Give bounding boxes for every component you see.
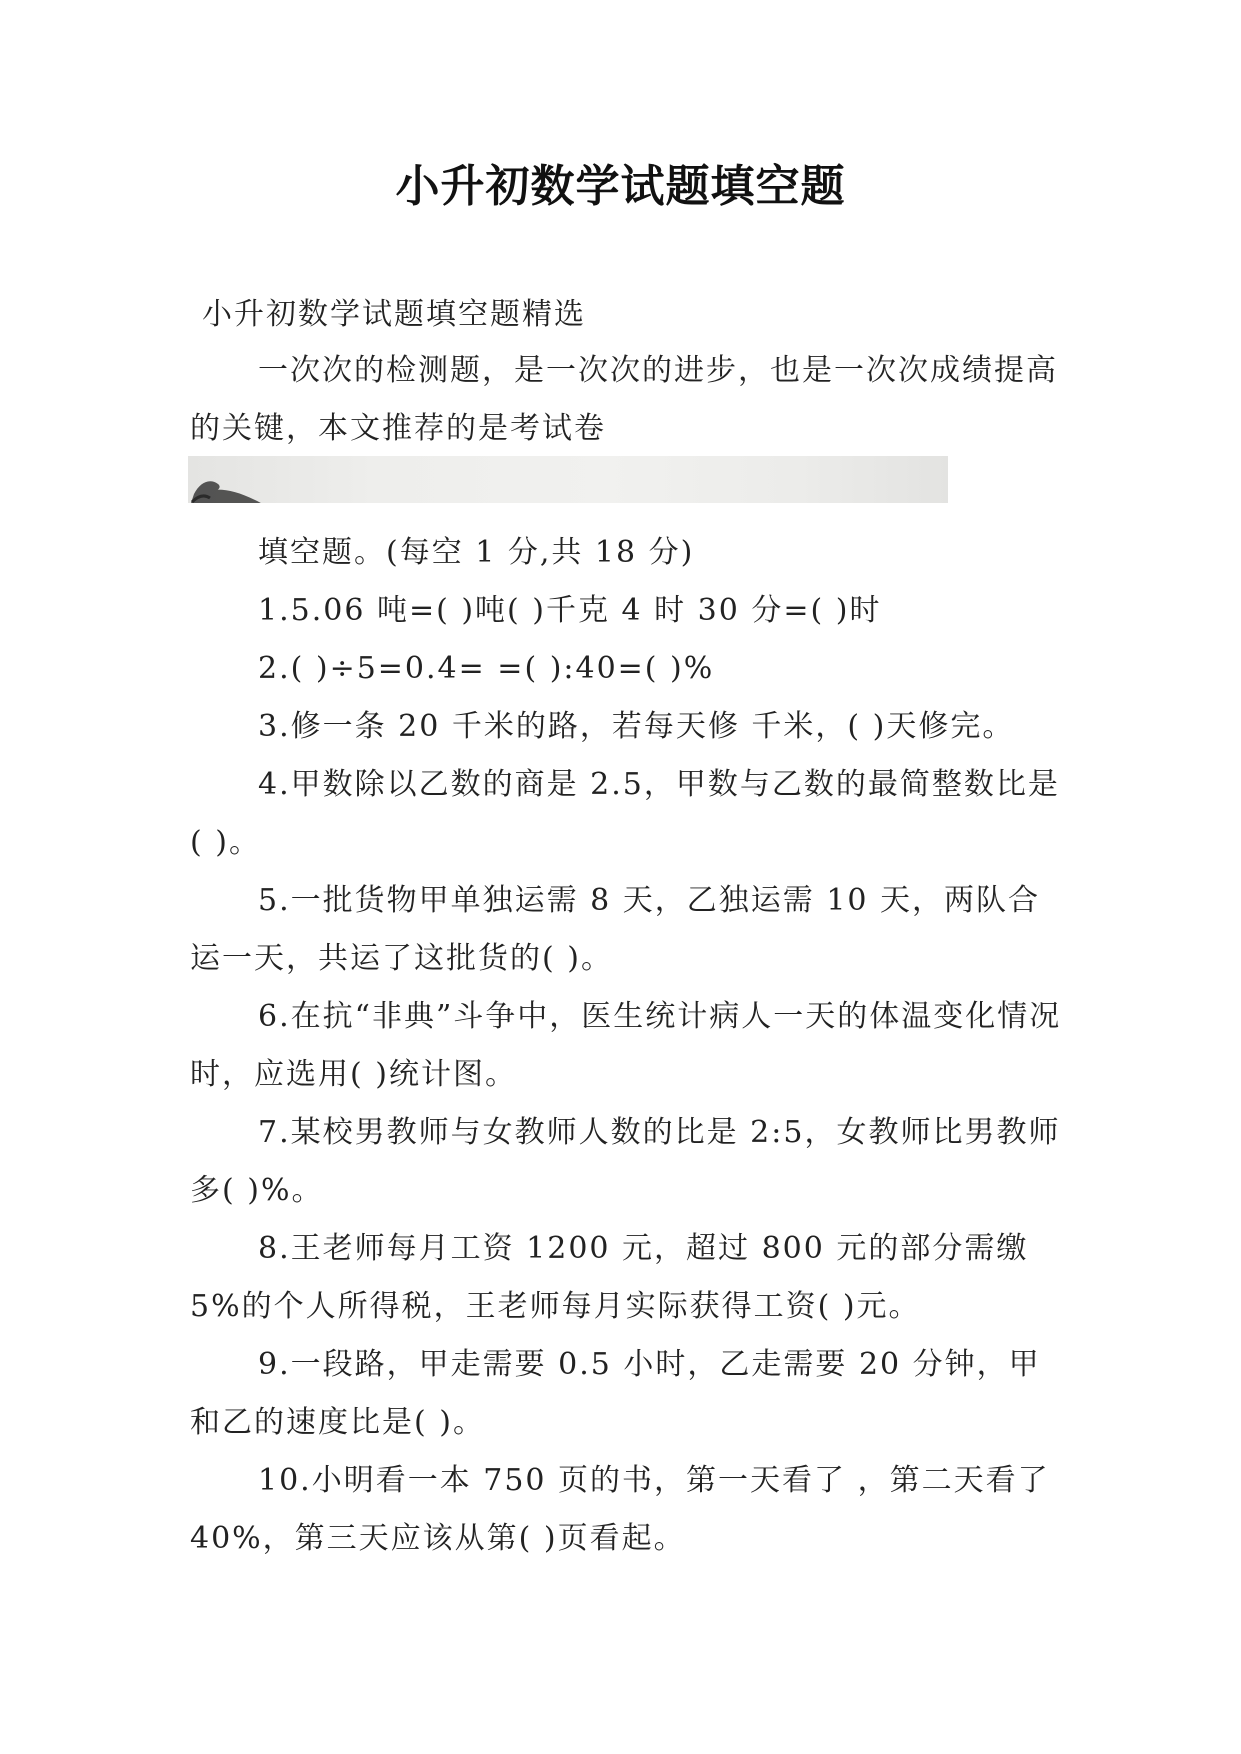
question-10: 10.小明看一本 750 页的书，第一天看了 ，第二天看了40%，第三天应该从第( )页看起。 (190, 1463, 1050, 1556)
question-6: 6.在抗“非典”斗争中，医生统计病人一天的体温变化情况时，应选用( )统计图。 (190, 999, 1062, 1092)
intro-paragraph: 一次次的检测题，是一次次的进步，也是一次次成绩提高的关键，本文推荐的是考试卷 (190, 353, 1058, 446)
subtitle: 小升初数学试题填空题精选 (202, 297, 586, 332)
question-7: 7.某校男教师与女教师人数的比是 2:5，女教师比男教师多( )%。 (190, 1115, 1061, 1208)
ink-brush-graphic (188, 472, 308, 503)
question-3: 3.修一条 20 千米的路，若每天修 千米，( )天修完。 (258, 709, 1015, 744)
page-title: 小升初数学试题填空题 (395, 161, 846, 212)
section-heading: 填空题。(每空 1 分,共 18 分) (258, 535, 695, 570)
question-1: 1.5.06 吨=( )吨( )千克 4 时 30 分=( )时 (258, 593, 882, 628)
question-2: 2.( )÷5=0.4= =( ):40=( )% (258, 651, 715, 686)
question-4: 4.甲数除以乙数的商是 2.5，甲数与乙数的最简整数比是( )。 (190, 767, 1060, 860)
banner-image (188, 456, 948, 503)
question-8: 8.王老师每月工资 1200 元，超过 800 元的部分需缴 5%的个人所得税，王老师每月实际获得工资( )元。 (190, 1231, 1029, 1324)
question-5: 5.一批货物甲单独运需 8 天，乙独运需 10 天，两队合运一天，共运了这批货的( )。 (190, 883, 1041, 976)
question-9: 9.一段路，甲走需要 0.5 小时，乙走需要 20 分钟，甲和乙的速度比是( )。 (190, 1347, 1041, 1440)
